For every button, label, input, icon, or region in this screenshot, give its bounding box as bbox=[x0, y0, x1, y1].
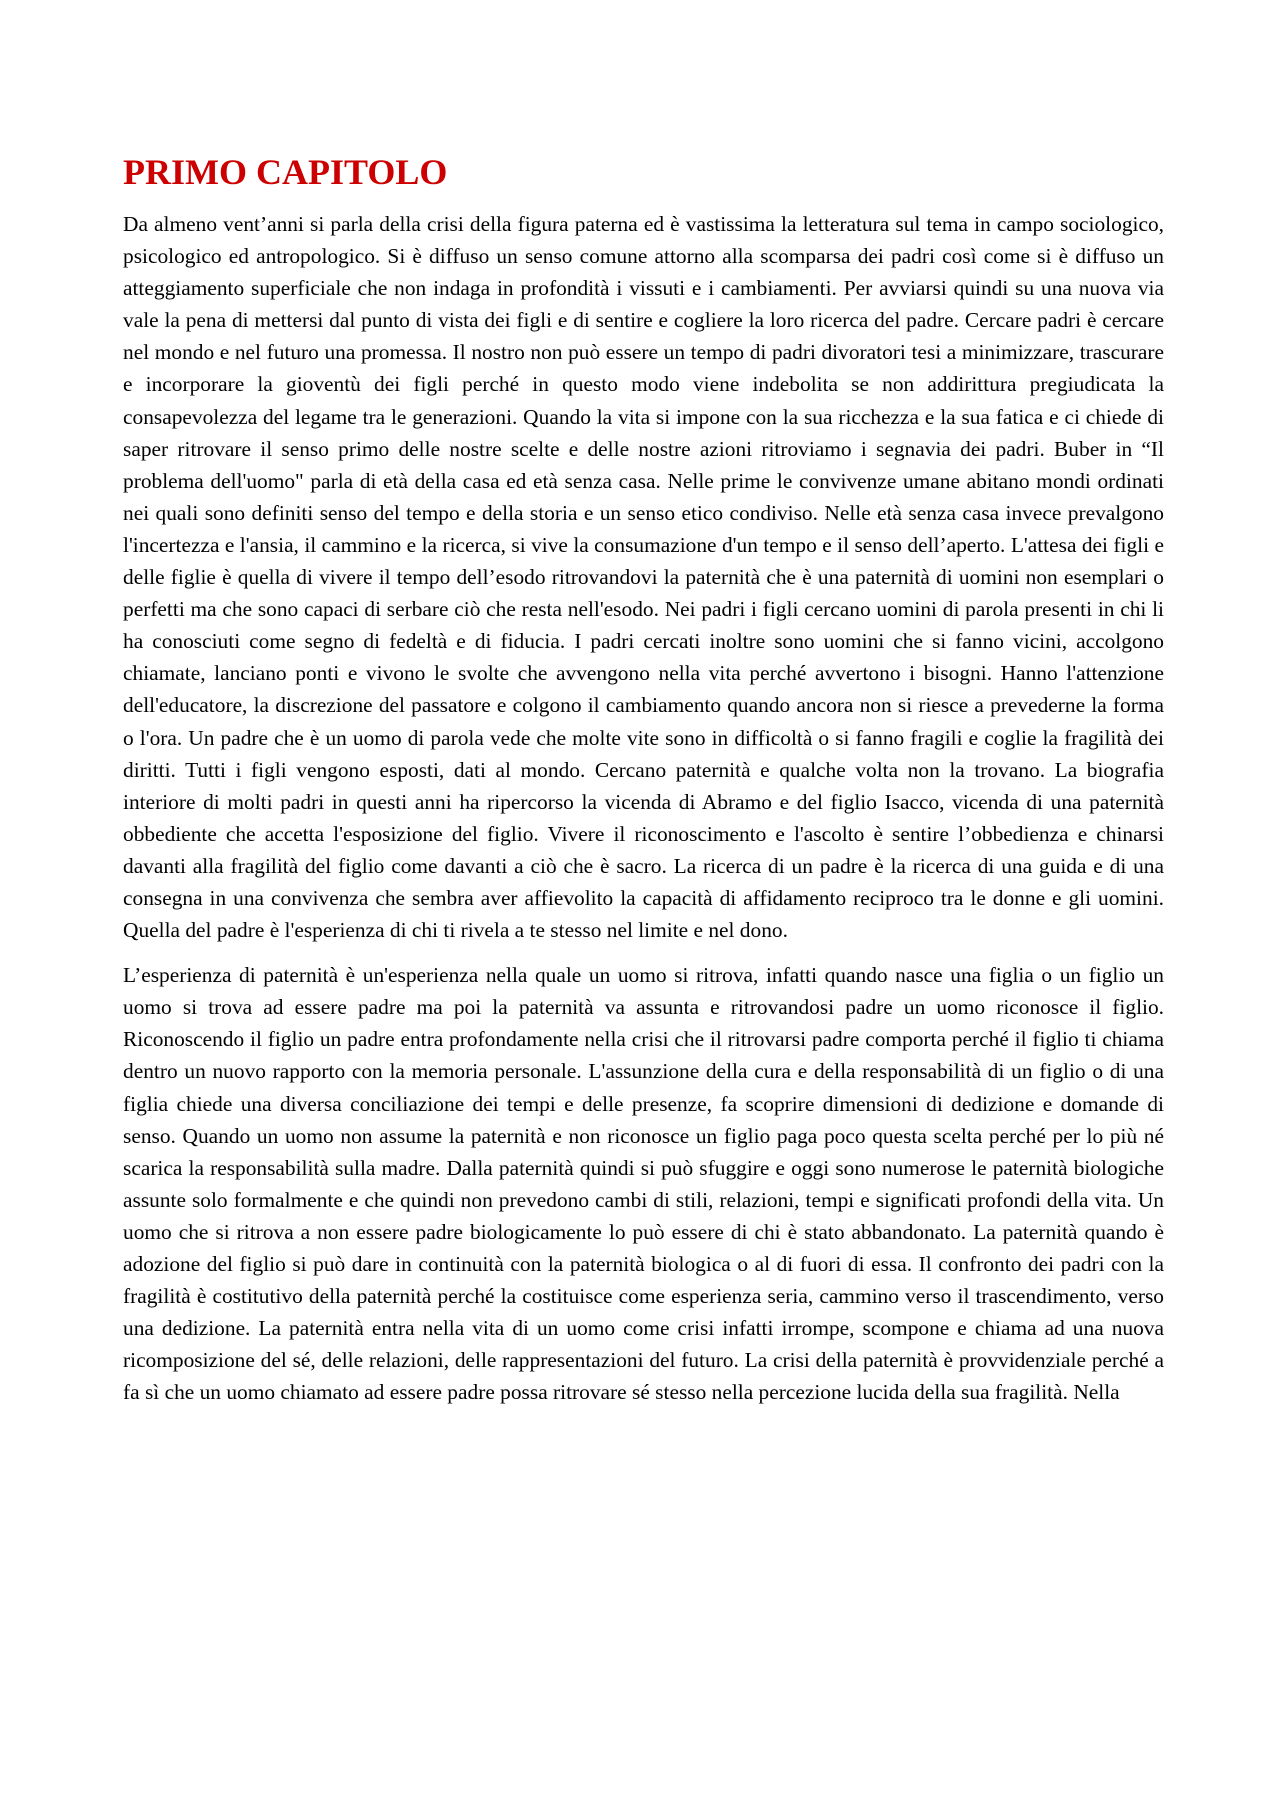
paragraph-2: L’esperienza di paternità è un'esperienza nella quale un uomo si ritrova, infatti quando nasce una figlia o un figlio un uomo si trova ad essere padre ma poi la paternità va assunta e ritrovandosi padre un uomo riconosce il figlio. Riconoscendo il figlio un padre entra profondamente nella crisi che il ritrovarsi padre comporta perché il figlio ti chiama dentro un nuovo rapporto con la memoria personale. L'assunzione della cura e della responsabilità di un figlio o di una figlia chiede una diversa conciliazione dei tempi e delle presenze, fa scoprire dimensioni di dedizione e domande di senso. Quando un uomo non assume la paternità e non riconosce un figlio paga poco questa scelta perché per lo più né scarica la responsabilità sulla madre. Dalla paternità quindi si può sfuggire e oggi sono numerose le paternità biologiche assunte solo formalmente e che quindi non prevedono cambi di stili, relazioni, tempi e significati profondi della vita. Un uomo che si ritrova a non essere padre biologicamente lo può essere di chi è stato abbandonato. La paternità quando è adozione del figlio si può dare in continuità con la paternità biologica o al di fuori di essa. Il confronto dei padri con la fragilità è costitutivo della paternità perché la costituisce come esperienza seria, cammino verso il trascendimento, verso una dedizione. La paternità entra nella vita di un uomo come crisi infatti irrompe, scompone e chiama ad una nuova ricomposizione del sé, delle relazioni, delle rappresentazioni del futuro. La crisi della paternità è provvidenziale perché a fa sì che un uomo chiamato ad essere padre possa ritrovare sé stesso nella percezione lucida della sua fragilità. Nella bbox=[123, 963, 1164, 1405]
chapter-title: PRIMO CAPITOLO bbox=[123, 152, 448, 192]
document-page bbox=[123, 150, 1164, 1408]
paragraph-1: Da almeno vent’anni si parla della crisi della figura paterna ed è vastissima la letteratura sul tema in campo sociologico, psicologico ed antropologico. Si è diffuso un senso comune attorno alla scomparsa dei padri così come si è diffuso un atteggiamento superficiale che non indaga in profondità i vissuti e i cambiamenti. Per avviarsi quindi su una nuova via vale la pena di mettersi dal punto di vista dei figli e di sentire e cogliere la loro ricerca del padre. Cercare padri è cercare nel mondo e nel futuro una promessa. Il nostro non può essere un tempo di padri divoratori tesi a minimizzare, trascurare e incorporare la gioventù dei figli perché in questo modo viene indebolita se non addirittura pregiudicata la consapevolezza del legame tra le generazioni. Quando la vita si impone con la sua ricchezza e la sua fatica e ci chiede di saper ritrovare il senso primo delle nostre scelte e delle nostre azioni ritroviamo i segnavia dei padri. Buber in “Il problema dell'uomo" parla di età della casa ed età senza casa. Nelle prime le convivenze umane abitano mondi ordinati nei quali sono definiti senso del tempo e della storia e un senso etico condiviso. Nelle età senza casa invece prevalgono l'incertezza e l'ansia, il cammino e la ricerca, si vive la consumazione d'un tempo e il senso dell’aperto. L'attesa dei figli e delle figlie è quella di vivere il tempo dell’esodo ritrovandovi la paternità che è una paternità di uomini non esemplari o perfetti ma che sono capaci di serbare ciò che resta nell'esodo. Nei padri i figli cercano uomini di parola presenti in chi li ha conosciuti come segno di fedeltà e di fiducia. I padri cercati inoltre sono uomini che si fanno vicini, accolgono chiamate, lanciano ponti e vivono le svolte che avvengono nella vita perché avvertono i bisogni. Hanno l'attenzione dell'educatore, la discrezione del passatore e colgono il cambiamento quando ancora non si riesce a prevederne la forma o l'ora. Un padre che è un uomo di parola vede che molte vite sono in difficoltà o si fanno fragili e coglie la fragilità dei diritti. Tutti i figli vengono esposti, dati al mondo. Cercano paternità e qualche volta non la trovano. La biografia interiore di molti padri in questi anni ha ripercorso la vicenda di Abramo e del figlio Isacco, vicenda di una paternità obbediente che accetta l'esposizione del figlio. Vivere il riconoscimento e l'ascolto è sentire l’obbedienza e chinarsi davanti alla fragilità del figlio come davanti a ciò che è sacro. La ricerca di un padre è la ricerca di una guida e di una consegna in una convivenza che sembra aver affievolito la capacità di affidamento reciproco tra le donne e gli uomini. Quella del padre è l'esperienza di chi ti rivela a te stesso nel limite e nel dono. bbox=[123, 212, 1164, 943]
